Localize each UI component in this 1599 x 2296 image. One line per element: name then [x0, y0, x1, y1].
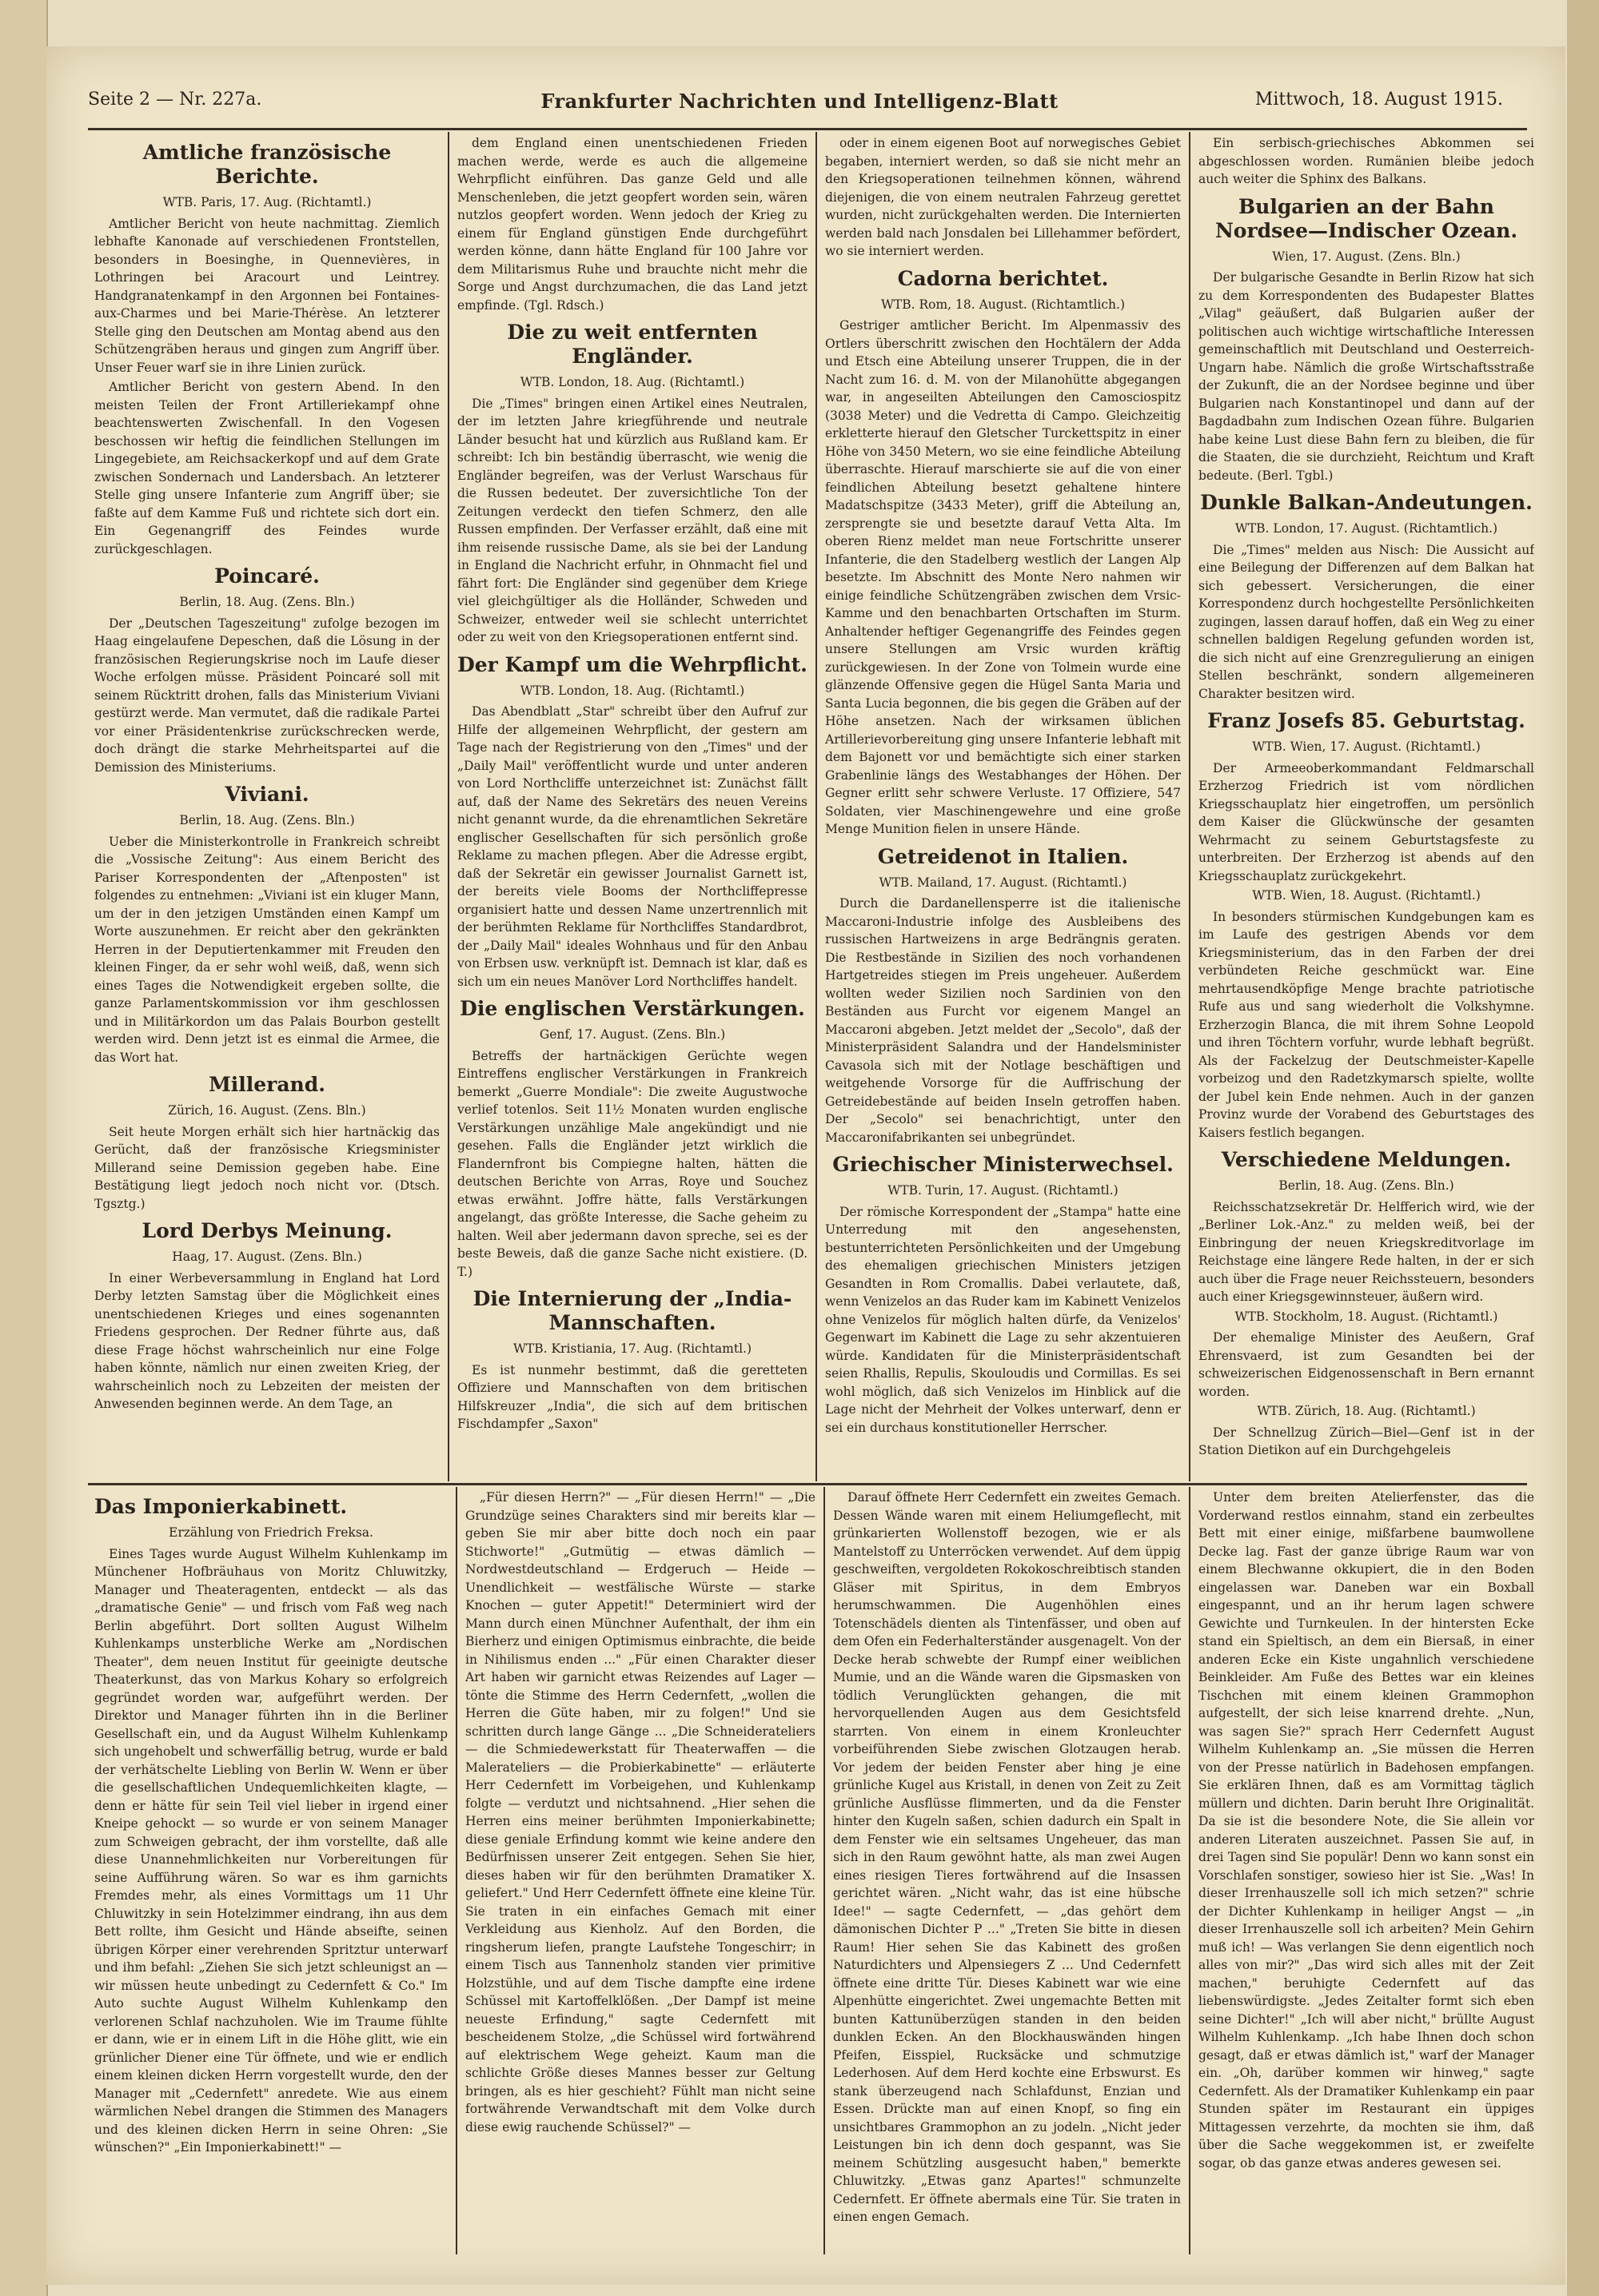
headline: Millerand.: [209, 1073, 325, 1096]
binding-strip: [0, 0, 48, 2296]
dateline: Haag, 17. August. (Zens. Bln.): [172, 1250, 362, 1264]
feuilleton-column-1: [94, 1489, 448, 2252]
headline: Die englischen Verstärkungen.: [460, 997, 805, 1020]
paragraph: Durch die Dardanellensperre ist die italienische Maccaroni-Industrie infolge des Ausbleibens des russischen Hartweizens in arge Bedrängnis geraten. Die Restbestände in Sizilien des noch vorhandenen Hartgetreides stiegen im Preis ungeheuer. Außerdem wollten weder Sizilien noch Sardinien von den Beständen aus Furcht vor eigenem Mangel an Maccaroni abgeben. Jetzt meldet der „Secolo", daß der Ministerpräsident Salandra und der Handelsminister Cavasola sich mit der Notlage beschäftigen und weitgehende Vorsorge für die Auffrischung der Getreidebestände auf beiden Inseln getroffen haben. Der „Secolo" sei benachrichtigt, unter den Maccaronifabrikanten sei unbegründet.: [825, 896, 1181, 1145]
column-divider: [823, 1487, 825, 2254]
section-rule: [88, 1483, 1527, 1485]
paragraph: Der Armeeoberkommandant Feldmarschall Erzherzog Friedrich ist vom nördlichen Kriegsschauplatz hier eingetroffen, um persönlich dem Kaiser die Glückwünsche der gesamten Wehrmacht zu seinem Geburtstagsfeste zu unterbreiten. Der Erzherzog ist abends auf den Kriegsschauplatz zurückgekehrt.: [1198, 760, 1534, 883]
paragraph: Der ehemalige Minister des Aeußern, Graf Ehrensvaerd, ist zum Gesandten bei der schweizerischen Eidgenossenschaft in Bern ernannt worden.: [1198, 1330, 1534, 1399]
headline: Griechischer Ministerwechsel.: [832, 1153, 1174, 1176]
dateline: WTB. London, 18. Aug. (Richtamtl.): [520, 683, 745, 698]
paragraph: Amtlicher Bericht von heute nachmittag. Ziemlich lebhafte Kanonade auf verschiedenen Frontstellen, besonders in Boesinghe, in Quennevières, in Lothringen bei Aracourt und Leintrey. Handgranatenkampf in den Argonnen bei Fontaines-aux-Charmes und bei Marie-Thérèse. An letzterer Stelle ging den Deutschen am Montag abend aus den Schützengräben heraus und gingen zum Angriff über. Unser Feuer warf sie in ihre Linien zurück.: [94, 216, 440, 375]
headline: Bulgarien an der Bahn Nordsee—Indischer Ozean.: [1214, 194, 1518, 242]
headline: Der Kampf um die Wehrpflicht.: [457, 652, 807, 676]
dateline: Berlin, 18. Aug. (Zens. Bln.): [179, 813, 355, 827]
dateline: Berlin, 18. Aug. (Zens. Bln.): [1278, 1178, 1454, 1193]
paragraph: Der Schnellzug Zürich—Biel—Genf ist in der Station Dietikon auf ein Durchgehgeleis: [1198, 1425, 1534, 1457]
paragraph: Der bulgarische Gesandte in Berlin Rizow hat sich zu dem Korrespondenten des Budapester Blattes „Vilag" geäußert, daß Bulgarien außer der politischen auch wichtige wirtschaftliche Interessen gemeinschaftlich mit Deutschland und Oesterreich-Ungarn habe. Nämlich die große Wirtschaftsstraße der Zukunft, die an der Nordsee beginne und über Bulgarien nach Konstantinopel und dann auf der Bagdadbahn zum Indischen Ozean führe. Bulgarien habe keine Lust diese Bahn fern zu bleiben, die für die Staaten, die sie durchzieht, Reichtum und Kraft bedeute. (Berl. Tgbl.): [1198, 270, 1534, 483]
dateline: WTB. Mailand, 17. August. (Richtamtl.): [879, 875, 1127, 890]
dateline: Wien, 17. August. (Zens. Bln.): [1272, 249, 1461, 264]
dateline: WTB. Turin, 17. August. (Richtamtl.): [887, 1183, 1119, 1198]
dateline: WTB. Zürich, 18. Aug. (Richtamtl.): [1257, 1404, 1476, 1418]
dateline: Genf, 17. August. (Zens. Bln.): [539, 1027, 726, 1042]
dateline: WTB. Wien, 17. August. (Richtamtl.): [1252, 739, 1481, 754]
paragraph: dem England einen unentschiedenen Frieden machen werde, werde es auch die allgemeine Wehrpflicht einführen. Das ganze Geld und alle Menschenleben, die jetzt geopfert worden sein, wären nutzlos geopfert worden. Wenn jedoch der Krieg zu einem für England günstigen Ende durchgeführt werden könne, dann hätte England für 100 Jahre vor dem Militarismus Ruhe und brauchte nicht mehr die Sorge und Angst durchzumachen, die das Land jetzt empfinde. (Tgl. Rdsch.): [457, 136, 807, 313]
feuilleton-column-4: [1198, 1489, 1534, 2252]
dateline: WTB. London, 17. August. (Richtamtlich.): [1234, 521, 1498, 536]
paragraph: Der römische Korrespondent der „Stampa" hatte eine Unterredung mit den angesehensten, bestunterrichteten Persönlichkeiten und der Umgebung des ehemaligen griechischen Ministers jetzigen Gesandten in Rom Cromallis. Dabei verlautete, daß, wenn Venizelos an das Ruder kam im Kabinett Venizelos ohne Venizelos für möglich halten dürfe, da Venizelos' Gegenwart im Kabinett die Lage zu sehr akzentuieren würde. Kandidaten für die Ministerpräsidentschaft seien Rhallis, Repulis, Skouloudis und Cormillas. Es sei wohl möglich, daß sich Venizelos im Hinblick auf die Lage nicht der Mehrheit der Volkes unterwarf, denn er sei ein durchaus konstitutioneller Herrscher.: [825, 1204, 1181, 1435]
dateline: Berlin, 18. Aug. (Zens. Bln.): [179, 595, 355, 609]
paragraph: Eines Tages wurde August Wilhelm Kuhlenkamp im Münchener Hofbräuhaus von Moritz Chluwitzky, Manager und Theateragenten, entdeckt — als das „dramatische Genie" — und frisch vom Faß weg nach Berlin abgeführt. Dort sollten August Wilhelm Kuhlenkamps unsterbliche Werke am „Nordischen Theater", dem neuen Institut für geeinigte deutsche Theaterkunst, das von Markus Kohary so erfolgreich gegründet worden war, aufgeführt werden. Der Direktor und Manager führten ihn in die Berliner Gesellschaft ein, und da August Wilhelm Kuhlenkamp sich ungehobelt und schwerfällig betrug, wurde er bald der verhätschelte Liebling von Berlin W. Wenn er über die gesellschaftlichen Undequemlichkeiten klagte, — denn er hätte für sein Teil viel lieber in irgend einer Kneipe gehockt — so wurde er von seinem Manager zum Schweigen gebracht, der ihm vorstellte, daß alle diese Unannehmlichkeiten nur Vorbereitungen für seine Aufführung wären. So war es ihm garnichts Fremdes mehr, als eines Vormittags um 11 Uhr Chluwitzky in sein Hotelzimmer eindrang, ihn aus dem Bett rollte, ihm Gesicht und Hände abseifte, seinen übrigen Körper einer verehrenden Spritztur unterwarf und ihm befahl: „Ziehen Sie sich jetzt schleunigst an — wir müssen heute unbedingt zu Cedernfett & Co." Im Auto suchte August Wilhelm Kuhlenkamp den verlorenen Schlaf nachzuholen. Wie im Traume fühlte er dann, wie er in einem Lift in die Höhe glitt, wie ein grünlicher Diener eine Tür öffnete, und wie er endlich einem kleinen dicken Herrn vorgestellt wurde, den der Manager mit „Cedernfett" anredete. Wie aus einem wärmlichen Nebel drangen die Stimmen des Managers und des kleinen dicken Herrn in seine Ohren: „Sie wünschen?" „Ein Imponierkabinett!" —: [94, 1546, 448, 2154]
paragraph: In besonders stürmischen Kundgebungen kam es im Laufe des gestrigen Abends vor dem Kriegsministerium, das in den Farben der drei verbündeten Reiche geschmückt war. Eine mehrtausendköpfige Menge brachte patriotische Rufe aus und sang wiederholt die Volkshymne. Erzherzogin Blanca, die mit ihrem Sohne Leopold und ihren Töchtern vorfuhr, wurde lebhaft begrüßt. Als der Fackelzug der Deutschmeister-Kapelle vorbeizog und den Radetzkymarsch spielte, wollte der Jubel kein Ende nehmen. Auch in der ganzen Provinz wurde der Vorabend des Geburtstages des Kaisers festlich begangen.: [1198, 909, 1534, 1140]
dateline: WTB. London, 18. Aug. (Richtamtl.): [520, 375, 745, 389]
dateline: WTB. Wien, 18. August. (Richtamtl.): [1252, 888, 1481, 903]
headline: Amtliche französische Berichte.: [142, 141, 392, 188]
headline: Lord Derbys Meinung.: [142, 1219, 393, 1242]
column-divider: [448, 132, 449, 1481]
headline: Cadorna berichtet.: [897, 266, 1109, 290]
dateline: WTB. Stockholm, 18. August. (Richtamtl.): [1234, 1309, 1498, 1324]
headline: Die zu weit entfernten Engländer.: [507, 321, 758, 368]
dateline: Zürich, 16. August. (Zens. Bln.): [168, 1103, 366, 1118]
column-1: [94, 134, 440, 1479]
paragraph: Die „Times" bringen einen Artikel eines Neutralen, der im letzten Jahre kriegführende und neutrale Länder besucht hat und kürzlich aus Rußland kam. Er schreibt: Ich bin beständig überrascht, wie wenig die Engländer begreifen, was der Verlust Warschaus für die Russen bedeutet. Der zuversichtliche Ton der Zeitungen verdeckt den tiefen Schmerz, den alle Russen empfinden. Der Verfasser erzählt, daß eine mit ihm reisende russische Dame, als sie bei der Landung in England die Nachricht erfuhr, in Ohnmacht fiel und fährt fort: Die Engländer sind gegenüber dem Kriege viel gleichgültiger als die Holländer, Schweden und Schweizer, entweder weil sie schlecht unterrichtet oder zu weit von den Kriegsoperationen entfernt sind.: [457, 396, 807, 644]
paragraph: Betreffs der hartnäckigen Gerüchte wegen Eintreffens englischer Verstärkungen in Frankreich bemerkt „Guerre Mondiale": Die zweite Augustwoche verlief totenlos. Seit 11½ Monaten wurden englische Verstärkungen unzählige Male angekündigt und nie gesehen. Falls die Engländer jetzt wirklich die Flandernfront bis Compiegne halten, hätten die deutschen Berichte von Arras, Roye und Souchez etwas erwähnt. Joffre hätte, falls Verstärkungen angelangt, das größte Interesse, die Sache geheim zu halten. Weil aber jedermann davon spreche, sei es der beste Beweis, daß die ganze Sache nicht existiere. (D. T.): [457, 1048, 807, 1279]
page-number: Seite 2 — Nr. 227a.: [88, 90, 262, 110]
feuilleton-byline: Erzählung von Friedrich Freksa.: [169, 1525, 373, 1540]
dateline: WTB. Paris, 17. Aug. (Richtamtl.): [162, 195, 372, 209]
headline: Poincaré.: [214, 564, 320, 588]
paragraph: Es ist nunmehr bestimmt, daß die geretteten Offiziere und Mannschaften von dem britischen Hilfskreuzer „India", die sich auf dem britischen Fischdampfer „Saxon": [457, 1362, 807, 1431]
column-divider: [1189, 132, 1190, 1481]
paragraph: Unter dem breiten Atelierfenster, das die Vorderwand restlos einnahm, stand ein zerbeultes Bett mit einer einige, mißfarbene baumwollene Decke lag. Fast der ganze übrige Raum war von einem Blechwanne okkupiert, die in den Boden eingelassen war. Daneben war ein Boxball eingespannt, und an ihr herum lagen schwere Gewichte und Turnkeulen. In der hintersten Ecke stand ein Spieltisch, an dem ein Biersaß, in einer anderen Ecke ein Kiste ungahnlich verschiedene Beinkleider. Am Fuße des Bettes war ein kleines Tischchen mit einem kleinen Grammophon aufgestellt, der sich leise knarrend drehte. „Nun, was sagen Sie?" sprach Herr Cedernfett August Wilhelm Kuhlenkamp an. „Sie müssen die Herren von der Presse natürlich in Badehosen empfangen. Sie erklären Ihnen, daß es am Vormittag täglich müllern und dichten. Darin beruht Ihre Originalität. Da sie ist die besondere Note, die Sie allein vor anderen Literaten auszeichnet. Passen Sie auf, in drei Tagen sind Sie populär! Denn wo kann sonst ein Vorschlafen sonstiger, sowieso hier ist Sie. „Was! In dieser Irrenhauszelle soll ich mich setzen?" schrie der Dichter Kuhlenkamp in heiliger Angst — „in dieser Irrenhauszelle soll ich arbeiten? Mein Gehirn muß ich! — Was verlangen Sie denn eigentlich noch alles von mir?" „Das wird sich alles mit der Zeit machen," beruhigte Cedernfett auf das liebenswürdigste. „Jedes Zeitalter formt sich eben seine Dichter!" „Ich will aber nicht," brüllte August Wilhelm Kuhlenkamp. „Ich habe Ihnen doch schon gesagt, daß er etwas dämlich ist," warf der Manager ein. „Oh, darüber kommen wir hinweg," sagte Cedernfett. Als der Dramatiker Kuhlenkamp ein paar Stunden später im Restaurant ein üppiges Mittagessen verzehrte, da mochten sie ihm, daß über die Sache weggekommen ist, er zweifelte sogar, ob das ganze etwas anderes gewesen sei.: [1198, 1490, 1534, 2170]
column-2: [457, 134, 807, 1479]
paragraph: Die „Times" melden aus Nisch: Die Aussicht auf eine Beilegung der Differenzen auf dem Balkan hat sich gebessert. Versicherungen, die einer Korrespondenz durch hochgestellte Persönlichkeiten zugingen, lassen darauf hoffen, daß ein Weg zu einer schnellen baldigen Regelung gefunden worden ist, die sich nicht auf eine Grenzregulierung an einigen Stellen beschränkt, sondern allgemeineren Charakter besitzen wird.: [1198, 542, 1534, 701]
feuilleton-column-2: [465, 1489, 815, 2252]
feuilleton-column-3: [833, 1489, 1181, 2252]
headline: Franz Josefs 85. Geburtstag.: [1207, 709, 1525, 732]
column-3: [825, 134, 1181, 1479]
column-divider: [456, 1487, 457, 2254]
paragraph: Gestriger amtlicher Bericht. Im Alpenmassiv des Ortlers überschritt zwischen den Hochtälern der Adda und Etsch eine Abteilung unserer Truppen, die in der Nacht zum 16. d. M. von der Milanohütte abgegangen war, in angeseilten Abteilungen den Camosciospitz (3038 Meter) und die Vedretta di Campo. Gleichzeitig erkletterte hierauf den Gletscher Turckettspitz in einer Höhe von 3450 Metern, wo sie eine feindliche Abteilung überraschte. Hierauf marschierte sie auf die von einer feindlichen Abteilung besetzt gehaltene hintere Madatschspitze (3433 Meter), griff die Abteilung an, zersprengte sie und besetzte darauf Vetta Alta. Im oberen Rienz meldet man neue Fortschritte unserer Infanterie, die den Stadelberg westlich der Langen Alp besetzte. Im Abschnitt des Monte Nero nahmen wir einige feindliche Schützengräben zwischen dem Vrsic-Kamme und den benachbarten Ortschaften im Sturm. Anhaltender heftiger Gegenangriffe des Feindes gegen unsere Stellungen am Vrsic wurden kräftig zurückgewiesen. In der Zone von Tolmein wurde eine glänzende Offensive gegen die Hügel Santa Maria und Santa Lucia begonnen, die bis gegen die Gräben auf der Höhe ansetzen. Nach der wirksamen üblichen Artillerievorbereitung ging unsere Infanterie lebhaft mit dem Bajonett vor und bemächtigte sich einer starken Grabenlinie längs des Westabhanges der Höhen. Der Gegner erlitt sehr schwere Verluste. 17 Offiziere, 547 Soldaten, vier Maschinengewehre und eine große Menge Munition fielen in unsere Hände.: [825, 318, 1181, 836]
column-divider: [1189, 1487, 1190, 2254]
issue-date: Mittwoch, 18. August 1915.: [1254, 90, 1503, 110]
headline: Verschiedene Meldungen.: [1221, 1148, 1512, 1171]
dateline: WTB. Kristiania, 17. Aug. (Richtamtl.): [512, 1341, 752, 1356]
dateline: WTB. Rom, 18. August. (Richtamtlich.): [880, 297, 1126, 312]
paragraph: Reichsschatzsekretär Dr. Helfferich wird, wie der „Berliner Lok.-Anz." zu melden weiß, bei der Einbringung der neuen Kriegskreditvorlage im Reichstage eine längere Rede halten, in der er sich auch über die Frage neuer Reichssteuern, besonders auch einer Kriegsgewinnsteuer, äußern wird.: [1198, 1199, 1534, 1304]
masthead: Frankfurter Nachrichten und Intelligenz-Blatt: [540, 90, 1059, 113]
paragraph: Der „Deutschen Tageszeitung" zufolge bezogen im Haag eingelaufene Depeschen, daß die Lösung in der französischen Regierungskrise noch im Laufe dieser Woche erfolgen müsse. Präsident Poincaré soll mit seinem Rücktritt drohen, falls das Ministerium Viviani gestürzt werde. Man vermutet, daß die radikale Partei vor einer Präsidentenkrise zurückschrecken werde, doch drängt die starke Mehrheitspartei auf die Demission des Ministeriums.: [94, 616, 440, 775]
paragraph: Darauf öffnete Herr Cedernfett ein zweites Gemach. Dessen Wände waren mit einem Heliumgeflecht, mit grünkarierten Wollenstoff bezogen, wie er als Mantelstoff zu Unterröcken verwendet. Auf dem üppig geschweiften, vergoldeten Rokokoschreibtisch standen Gläser mit Spiritus, in dem Embryos herumschwammen. Die Augenhöhlen eines Totenschädels dienten als Tintenfässer, und oben auf dem Ofen ein Federhalterständer ausgenagelt. Von der Decke herab schwebte der Rumpf einer weiblichen Mumie, und an die Wände waren die Gipsmasken von tödlich Verunglückten gehangen, die mit hervorquellenden Augen aus dem Gesichtsfeld starrten. Von einem in einem Kronleuchter vorbeiführenden Siebe zwischen Glotzaugen herab. Vor jedem der beiden Fenster aber hing je eine grünliche Kugel aus Kristall, in denen von Zeit zu Zeit grünliche Ausflüsse flimmerten, und da die Fenster hinter den Kugeln saßen, schien dadurch ein Spalt in dem Fenster wie ein seltsames Ungeheuer, das man sich in den Raum gewöhnt hatte, als man zwei Augen eines riesigen Tieres fortwährend auf die Insassen gerichtet wären. „Nicht wahr, das ist eine hübsche Idee!" — sagte Cedernfett, — „das gehört dem dämonischen Dichter P ..." „Treten Sie bitte in diesen Raum! Hier sehen Sie das Kabinett des großen Naturdichters und Alpensiegers Z ... Und Cedernfett öffnete eine dritte Tür. Dieses Kabinett war wie eine Alpenhütte eingerichtet. Zwei ungemachte Betten mit bunten Kattunüberzügen standen in den beiden dunklen Ecken. An den Blockhauswänden hingen Pfeifen, Eisspiel, Rucksäcke und schmutzige Lederhosen. Auf dem Herd kochte eine Erbswurst. Es stank überzeugend nach Schlafdunst, Enzian und Essen. Drückte man auf einen Knopf, so fing ein unsichtbares Grammophon an zu jodeln. „Nicht jeder Leistungen bin ich denn doch gespannt, was Sie meinem Schützling ausgesucht haben," bemerkte Chluwitzky. „Etwas ganz Apartes!" schmunzelte Cedernfett. Er öffnete abermals eine Tür. Sie traten in einen engen Gemach.: [833, 1490, 1181, 2224]
paragraph: „Für diesen Herrn?" — „Für diesen Herrn!" — „Die Grundzüge seines Charakters sind mir bereits klar — geben Sie mir aber bitte doch noch ein paar Stichworte!" „Gutmütig — etwas dämlich — Nordwestdeutschland — Erdgeruch — Heide — Unendlichkeit — westfälische Würste — starke Knochen — guter Appetit!" Determiniert wird der Mann durch einen Münchner Aufenthalt, der ihm ein Bierherz und einigen Optimismus einbrachte, die beide in Nihilismus enden ..." „Für einen Charakter dieser Art haben wir garnicht etwas Reizendes auf Lager — tönte die Stimme des Herrn Cedernfett, „wollen die Herren die Güte haben, mir zu folgen!" Und sie schritten durch lange Gänge ... „Die Schneiderateliers — die Schmiedewerkstatt für Theaterwaffen — die Malerateliers — die Probierkabinette" — erläuterte Herr Cedernfett im Vorbeigehen, und Kuhlenkamp folgte — verdutzt und nichtsahnend. „Hier sehen die Herren eins meiner berühmten Imponierkabinette; diese geniale Erfindung kommt wie keine andere den Bedürfnissen unserer Zeit entgegen. Sehen Sie hier, dieses haben wir für den berühmten Dramatiker X. geliefert." Und Herr Cedernfett öffnete eine kleine Tür. Sie traten in ein einfaches Gemach mit einer Verkleidung aus Kienholz. Auf den Borden, die ringsherum liefen, prangte Laufstehe Tongeschirr; in einem Tisch aus Tannenholz standen vier primitive Holzstühle, und auf dem Tische dampfte eine irdene Schüssel mit Kartoffelklößen. „Der Dampf ist meine neueste Erfindung," sagte Cedernfett mit bescheidenem Stolze, „die Schüssel wird fortwährend auf elektrischem Wege geheizt. Kaum man die schlichte Größe dieses Mannes besser zur Geltung bringen, als es hier geschieht? Fühlt man nicht seine fortwährende Verwandtschaft mit dem Volke durch diese ewig rauchende Schüssel?" —: [465, 1490, 815, 2135]
headline: Viviani.: [225, 783, 309, 806]
paragraph: Ein serbisch-griechisches Abkommen sei abgeschlossen worden. Rumänien bleibe jedoch auch weiter die Sphinx des Balkans.: [1198, 136, 1534, 186]
column-divider: [815, 132, 817, 1481]
paragraph: Das Abendblatt „Star" schreibt über den Aufruf zur Hilfe der allgemeinen Wehrpflicht, der gestern am Tage nach der Registrierung von den „Times" und der „Daily Mail" veröffentlicht wurde und unter anderen von Lord Northcliffe unterzeichnet ist: Zunächst fällt auf, daß der Name des Sekretärs des neuen Vereins nicht genannt wurde, da die ehrenamtlichen Sekretäre englischer Gesellschaften für sich persönlich große Reklame zu machen pflegen. Aber die Adresse ergibt, daß der Sekretär ein gewisser Journalist Garnett ist, der bereits viele Booms der Northcliffepresse organisiert hatte und dessen Name unzertrennlich mit der berühmten Reklame für Northcliffes Standardbrot, der „Daily Mail" ideales Wohnhaus und für den Anbau von Erbsen usw. verknüpft ist. Demnach ist klar, daß es sich um ein neues Manöver Lord Northcliffes handelt.: [457, 704, 807, 989]
paragraph: oder in einem eigenen Boot auf norwegisches Gebiet begaben, interniert werden, so daß sie nicht mehr an den Kriegsoperationen teilnehmen können, während diejenigen, die von einem neutralen Fahrzeug gerettet wurden, nicht zurückgehalten werden. Die Internierten werden bald nach Jonsdalen bei Lillehammer befördert, wo sie interniert werden.: [825, 136, 1181, 258]
paragraph: In einer Werbeversammlung in England hat Lord Derby letzten Samstag über die Möglichkeit eines unentschiedenen Krieges und eines sogenannten Friedens gesprochen. Der Redner führte aus, daß diese Frage höchst wahrscheinlich nur eine Folge haben könnte, nämlich nur einen zweiten Krieg, der wahrscheinlich noch zu Lebzeiten der meisten der Anwesenden beginnen werde. An dem Tage, an: [94, 1270, 440, 1411]
column-4: [1198, 134, 1534, 1479]
paragraph: Seit heute Morgen erhält sich hier hartnäckig das Gerücht, daß der französische Kriegsminister Millerand seine Demission gegeben habe. Eine Bestätigung liegt jedoch noch nicht vor. (Dtsch. Tgsztg.): [94, 1124, 440, 1211]
paragraph: Amtlicher Bericht von gestern Abend. In den meisten Teilen der Front Artilleriekampf ohne beachtenswerten Zwischenfall. In den Vogesen beschossen wir heftig die feindlichen Stellungen im Lingegebiete, am Reichsackerkopf und auf dem Grate zwischen Sondernach und Landersbach. An letzterer Stelle ging unsere Infanterie zum Angriff über; sie faßte auf dem Kamme Fuß und richtete sich dort ein. Ein Gegenangriff des Feindes wurde zurückgeschlagen.: [94, 380, 440, 556]
page-header: [72, 78, 1527, 126]
feuilleton-title: Das Imponierkabinett.: [94, 1495, 348, 1518]
headline: Dunkle Balkan-Andeutungen.: [1200, 491, 1533, 514]
headline: Getreidenot in Italien.: [877, 844, 1129, 868]
headline: Die Internierung der „India-Mannschaften.: [473, 1287, 792, 1334]
paragraph: Ueber die Ministerkontrolle in Frankreich schreibt die „Vossische Zeitung": Aus einem Bericht des Pariser Korrespondenten der „Aftenposten" ist folgendes zu entnehmen: „Viviani ist ein kluger Mann, um der in den jetzigen Umständen einen Kampf um Worte auszunehmen. Er reicht aber den gekränkten Herren in der Deputiertenkammer mit Freuden den kleinen Finger, da er sehr wohl weiß, daß, wenn sich eines Tages die Notwendigkeit ergeben sollte, die ganze Parlamentskommission vor ihm geschlossen und in Militärkordon um das Palais Bourbon gestellt werden wird. Denn jetzt ist es einmal die Armee, die das Wort hat.: [94, 834, 440, 1065]
page-edge: [1567, 0, 1599, 2296]
header-rule: [88, 128, 1527, 130]
